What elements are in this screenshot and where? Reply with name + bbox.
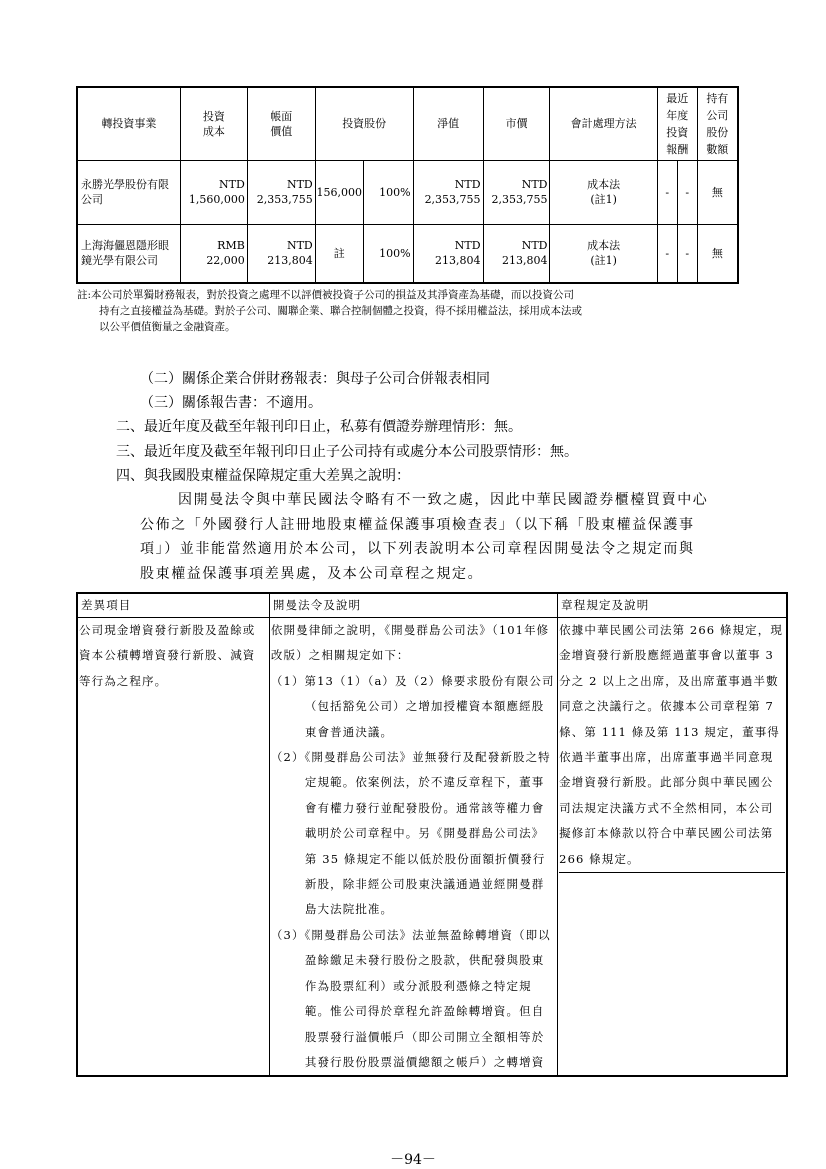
row2-return-a: - bbox=[657, 224, 677, 283]
para-line: 股東權益保護事項差異處，及本公司章程之規定。 bbox=[140, 565, 484, 582]
row1-accounting bbox=[550, 160, 657, 224]
hdr-cost-text: 投資 成本 bbox=[202, 109, 225, 138]
row1-book-value-text: NTD 2,353,755 bbox=[256, 178, 313, 206]
hdr-book-value-text: 帳面 價值 bbox=[270, 109, 293, 138]
row2-cost bbox=[180, 224, 247, 283]
hdr-holding bbox=[697, 87, 738, 160]
section-subsidiary-shares: 三、最近年度及截至年報刊印日止子公司持有或處分本公司股票情形：無。 bbox=[116, 444, 578, 460]
row1-cost-text: NTD 1,560,000 bbox=[188, 178, 245, 206]
hdr-market-price: 市價 bbox=[483, 87, 550, 160]
hdr-holding-text: 持有 公司 股份 數額 bbox=[706, 91, 729, 156]
hdr-accounting: 會計處理方法 bbox=[550, 87, 657, 160]
row2-book-value bbox=[247, 224, 315, 283]
page-number: －94－ bbox=[390, 1152, 436, 1168]
row1-market-price-text: NTD 2,353,755 bbox=[491, 178, 548, 206]
comparison-table bbox=[76, 592, 788, 1077]
cmp-articles-cell bbox=[558, 618, 787, 1077]
inv-row bbox=[77, 224, 738, 283]
row2-cost-text: RMB 22,000 bbox=[206, 239, 245, 268]
cayman-intro: 依開曼律師之說明，《開曼群島公司法》（101年修改版）之相關規定如下： bbox=[270, 623, 550, 663]
section-consolidated: （二）關係企業合併財務報表：與母子公司合併報表相同 bbox=[140, 371, 490, 387]
hdr-cost bbox=[180, 87, 247, 160]
row2-net-value bbox=[413, 224, 483, 283]
row1-investee: 永勝光學股份有限公司 bbox=[77, 160, 180, 224]
row2-net-value-text: NTD 213,804 bbox=[435, 239, 481, 268]
hdr-difference-item: 差異項目 bbox=[77, 593, 269, 618]
inv-row bbox=[77, 160, 738, 224]
hdr-net-value: 淨值 bbox=[413, 87, 483, 160]
row1-net-value-text: NTD 2,353,755 bbox=[424, 178, 481, 206]
row1-book-value bbox=[247, 160, 315, 224]
row2-shares: 註 bbox=[315, 224, 363, 283]
shareholder-rights-paragraph bbox=[140, 488, 760, 586]
row1-accounting-text: 成本法 (註1) bbox=[587, 178, 621, 206]
hdr-shares: 投資股份 bbox=[315, 87, 413, 160]
row1-market-price bbox=[483, 160, 550, 224]
cmp-row bbox=[77, 618, 787, 1077]
investment-table bbox=[76, 86, 739, 284]
section-shareholder-rights: 四、與我國股東權益保障規定重大差異之說明： bbox=[116, 468, 410, 484]
section-affiliation-report: （三）關係報告書：不適用。 bbox=[140, 395, 322, 411]
row1-return-a: - bbox=[657, 160, 677, 224]
row2-return-b: - bbox=[677, 224, 697, 283]
hdr-book-value bbox=[247, 87, 315, 160]
investment-table-note bbox=[77, 287, 582, 335]
row1-shares: 156,000 bbox=[315, 160, 363, 224]
inv-header-row bbox=[77, 87, 738, 160]
hdr-return-text: 最近 年度 投資 報酬 bbox=[666, 91, 689, 156]
cmp-item-cell bbox=[77, 618, 269, 1077]
hdr-return bbox=[657, 87, 697, 160]
row2-accounting bbox=[550, 224, 657, 283]
para-line: 項」）並非能當然適用於本公司，以下列表說明本公司章程因開曼法令之規定而與 bbox=[140, 541, 695, 557]
row1-pct: 100% bbox=[363, 160, 413, 224]
row1-holding: 無 bbox=[697, 160, 738, 224]
cmp-header-row bbox=[77, 593, 787, 618]
note-line: 註:本公司於單獨財務報表，對於投資之處理不以評價被投資子公司的損益及其淨資產為基礎，而以投資公司 bbox=[77, 289, 575, 301]
row2-investee: 上海海儷恩隱形眼鏡光學有限公司 bbox=[77, 224, 180, 283]
row2-market-price bbox=[483, 224, 550, 283]
row2-holding: 無 bbox=[697, 224, 738, 283]
hdr-articles: 章程規定及說明 bbox=[558, 593, 787, 618]
row2-market-price-text: NTD 213,804 bbox=[501, 239, 548, 268]
note-line: 持有之直接權益為基礎。對於子公司、關聯企業、聯合控制個體之投資，得不採用權益法，採用成本法或 bbox=[99, 305, 582, 317]
hdr-investee: 轉投資事業 bbox=[77, 87, 180, 160]
row1-net-value bbox=[413, 160, 483, 224]
para-line: 公佈之「外國發行人註冊地股東權益保護事項檢查表」（以下稱「股東權益保護事 bbox=[140, 516, 695, 533]
cayman-point: （3）《開曼群島公司法》法並無盈餘轉增資（即以盈餘繳足未發行股份之股款，供配發與股東作為股票紅利）或分派股利憑條之特定規範。惟公司得於章程允許盈餘轉增資。但自股票發行溢價帳戶（即公司開立全額相等於其發行股份股票溢價總額之帳戶）之轉增資 bbox=[270, 927, 551, 1069]
section-private-placement: 二、最近年度及截至年報刊印日止，私募有價證券辦理情形：無。 bbox=[116, 419, 522, 435]
para-line: 因開曼法令與中華民國法令略有不一致之處，因此中華民國證券櫃檯買賣中心 bbox=[178, 492, 709, 508]
row2-pct: 100% bbox=[363, 224, 413, 283]
cayman-point: （2）《開曼群島公司法》並無發行及配發新股之特定規範。依案例法，於不違反章程下，董事會有權力發行並配發股份。通常該等權力會載明於公司章程中。另《開曼群島公司法》第 35 條規定不能以低於股份面額折價發行新股，除非經公司股東決議通過並經開曼群島大法院批准。 bbox=[270, 750, 551, 917]
articles-text: 依據中華民國公司法第 266 條規定，現金增資發行新股應經過董事會以董事 3 分之 2 以上之出席，及出席董事過半數同意之決議行之。依據本公司章程第 7 條、第 111 條及第 113 規定，董事得依過半董事出席，出席董事過半同意現金增資發行新股。此部分與中華民國公司法規定決議方式不全然相同，本公司擬修訂本條款以符合中華民國公司法第 266 條規定。 bbox=[559, 618, 785, 873]
row1-cost bbox=[180, 160, 247, 224]
note-line: 以公平價值衡量之金融資產。 bbox=[99, 321, 236, 333]
row2-book-value-text: NTD 213,804 bbox=[267, 239, 313, 268]
cmp-item-text: 公司現金增資發行新股及盈餘或資本公積轉增資發行新股、減資等行為之程序。 bbox=[79, 623, 256, 688]
hdr-cayman-law: 開曼法令及說明 bbox=[269, 593, 557, 618]
cmp-cayman-cell bbox=[269, 618, 557, 1077]
row1-return-b: - bbox=[677, 160, 697, 224]
row2-accounting-text: 成本法 (註1) bbox=[587, 239, 621, 268]
cayman-point: （1）第13（1）（a）及（2）條要求股份有限公司（包括豁免公司）之增加授權資本額應經股東會普通決議。 bbox=[270, 673, 555, 739]
